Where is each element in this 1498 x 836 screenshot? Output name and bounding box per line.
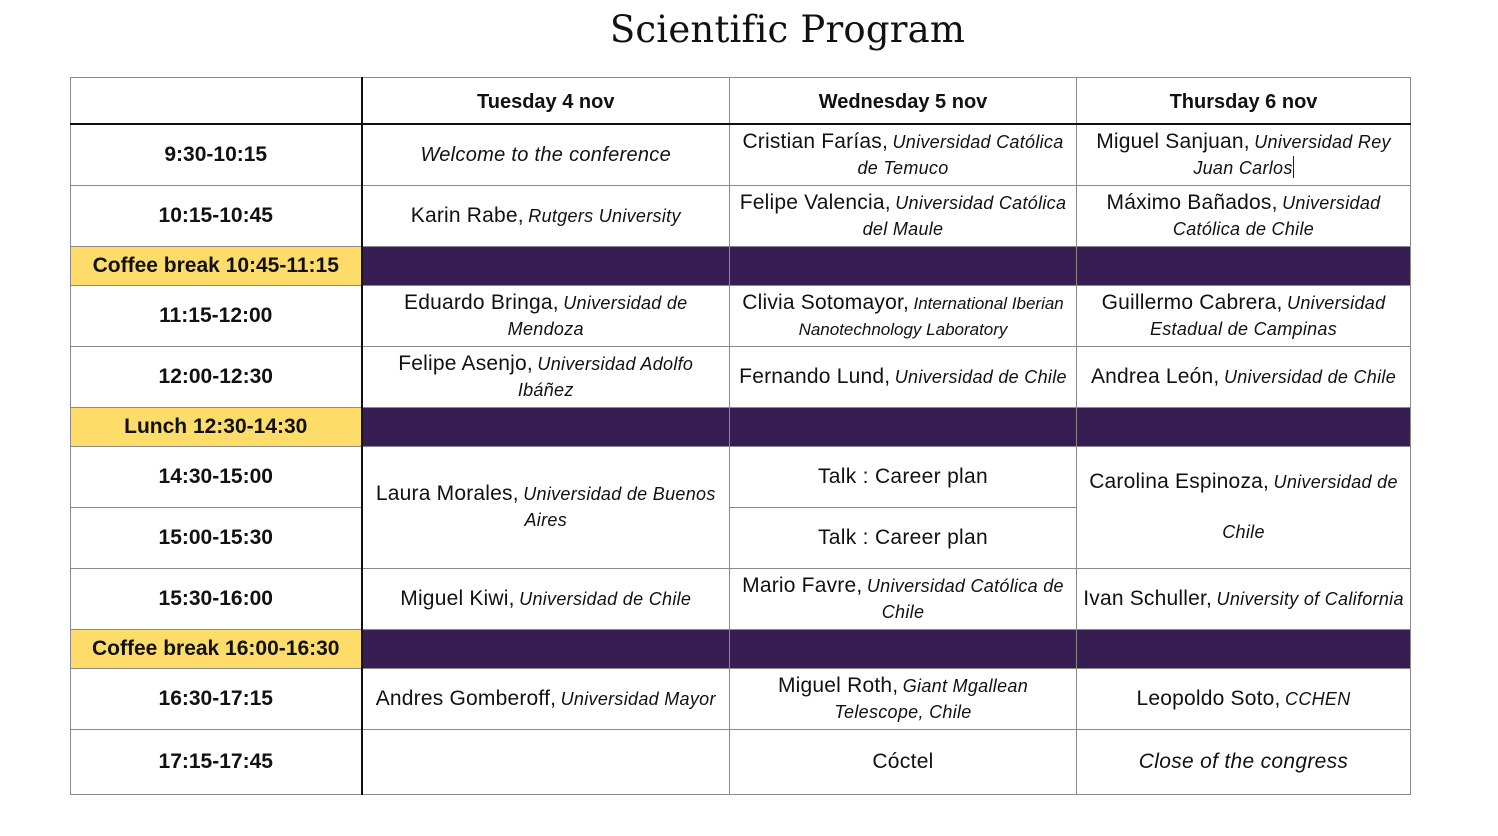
text-cursor: [1293, 156, 1294, 178]
speaker-affiliation: Universidad Católica del Maule: [862, 192, 1067, 239]
speaker-affiliation: Universidad Adolfo Ibáñez: [517, 353, 694, 400]
session-cell: [362, 569, 730, 630]
speaker-name: Karin Rabe,: [410, 203, 524, 227]
header-row: [71, 78, 1411, 125]
speaker-affiliation: Universidad Católica de Chile: [1172, 192, 1381, 239]
event-label: Close of the congress: [1138, 750, 1349, 773]
session-cell: [1077, 124, 1411, 186]
break-band: [730, 630, 1077, 669]
session-cell: [1077, 569, 1411, 630]
session-cell: [730, 669, 1077, 730]
session-cell: [730, 286, 1077, 347]
speaker-name: Andrea León,: [1090, 364, 1220, 388]
time-slot: 12:00-12:30: [71, 347, 362, 408]
session-cell: [730, 124, 1077, 186]
table-row: [71, 447, 1411, 508]
speaker-affiliation: Rutgers University: [528, 205, 681, 226]
corner-cell: [71, 78, 362, 125]
time-slot: 15:00-15:30: [71, 508, 362, 569]
break-band: [362, 247, 730, 286]
table-row: [71, 730, 1411, 795]
session-cell: [362, 447, 730, 569]
session-cell: [362, 124, 730, 186]
speaker-affiliation: Universidad Estadual de Campinas: [1149, 292, 1386, 339]
table-row: [71, 569, 1411, 630]
session-cell: [1077, 186, 1411, 247]
session-cell: [1077, 347, 1411, 408]
speaker-affiliation: Universidad de Mendoza: [507, 292, 688, 339]
speaker-affiliation: Universidad de Chile: [519, 588, 692, 609]
table-row: [71, 347, 1411, 408]
speaker-name: Mario Favre,: [742, 573, 863, 597]
speaker-affiliation: Universidad de Chile: [894, 366, 1067, 387]
session-cell: [362, 186, 730, 247]
session-cell: [1077, 669, 1411, 730]
speaker-name: Felipe Valencia,: [739, 190, 891, 214]
time-slot: 16:30-17:15: [71, 669, 362, 730]
speaker-affiliation: Universidad de Chile: [1222, 471, 1398, 542]
speaker-name: Miguel Kiwi,: [400, 586, 515, 610]
speaker-name: Clivia Sotomayor,: [742, 290, 910, 314]
session-cell: [730, 447, 1077, 508]
speaker-affiliation: Giant Mgallean Telescope, Chile: [834, 675, 1029, 722]
session-cell: [730, 347, 1077, 408]
speaker-name: Eduardo Bringa,: [403, 290, 559, 314]
session-cell: [1077, 447, 1411, 569]
program-table: [70, 77, 1411, 795]
break-band: [1077, 247, 1411, 286]
table-row: [71, 186, 1411, 247]
speaker-name: Máximo Bañados,: [1106, 190, 1278, 214]
break-row: [71, 408, 1411, 447]
speaker-affiliation: University of California: [1216, 588, 1404, 609]
time-slot: 10:15-10:45: [71, 186, 362, 247]
time-slot: 9:30-10:15: [71, 124, 362, 186]
time-slot: 11:15-12:00: [71, 286, 362, 347]
event-label: Talk : Career plan: [818, 465, 988, 488]
break-band: [730, 408, 1077, 447]
speaker-affiliation: Universidad Católica de Temuco: [857, 131, 1064, 178]
coffee-break-label: Coffee break 10:45-11:15: [71, 247, 362, 286]
break-band: [362, 408, 730, 447]
break-band: [362, 630, 730, 669]
speaker-name: Miguel Sanjuan,: [1096, 129, 1250, 153]
speaker-affiliation: Universidad Católica de Chile: [866, 575, 1064, 622]
table-row: [71, 124, 1411, 186]
session-cell: [362, 347, 730, 408]
coffee-break-label: Coffee break 16:00-16:30: [71, 630, 362, 669]
speaker-affiliation: Universidad Mayor: [560, 688, 716, 709]
speaker-name: Guillermo Cabrera,: [1101, 290, 1283, 314]
day-header-thursday: Thursday 6 nov: [1077, 78, 1411, 125]
event-label: Welcome to the conference: [420, 143, 672, 166]
session-cell: [730, 569, 1077, 630]
day-header-wednesday: Wednesday 5 nov: [730, 78, 1077, 125]
speaker-name: Laura Morales,: [375, 482, 519, 505]
table-row: [71, 669, 1411, 730]
table-row: [71, 286, 1411, 347]
session-cell: [1077, 730, 1411, 795]
speaker-name: Fernando Lund,: [739, 364, 891, 388]
session-cell: [730, 508, 1077, 569]
break-band: [730, 247, 1077, 286]
break-row: [71, 247, 1411, 286]
speaker-name: Cristian Farías,: [742, 129, 889, 153]
session-cell: [1077, 286, 1411, 347]
lunch-break-label: Lunch 12:30-14:30: [71, 408, 362, 447]
session-cell: [730, 186, 1077, 247]
break-band: [1077, 408, 1411, 447]
time-slot: 15:30-16:00: [71, 569, 362, 630]
session-cell: [362, 286, 730, 347]
time-slot: 17:15-17:45: [71, 730, 362, 795]
speaker-affiliation: Universidad Rey Juan Carlos: [1193, 131, 1391, 178]
event-label: Talk : Career plan: [818, 526, 988, 549]
session-cell: [730, 730, 1077, 795]
speaker-name: Carolina Espinoza,: [1089, 469, 1270, 493]
speaker-name: Andres Gomberoff,: [375, 686, 557, 710]
session-cell: [362, 730, 730, 795]
speaker-affiliation: Universidad de Chile: [1223, 366, 1397, 387]
speaker-name: Miguel Roth,: [777, 673, 899, 697]
speaker-affiliation: Universidad de Buenos Aires: [523, 484, 716, 530]
page-title: Scientific Program: [609, 8, 966, 51]
day-header-tuesday: Tuesday 4 nov: [362, 78, 730, 125]
event-label: Cóctel: [872, 750, 934, 773]
speaker-affiliation: CCHEN: [1285, 688, 1351, 709]
time-slot: 14:30-15:00: [71, 447, 362, 508]
speaker-name: Felipe Asenjo,: [398, 351, 533, 375]
session-cell: [362, 669, 730, 730]
speaker-name: Leopoldo Soto,: [1136, 686, 1281, 710]
break-band: [1077, 630, 1411, 669]
speaker-affiliation: International Iberian Nanotechnology Laboratory: [798, 293, 1064, 339]
break-row: [71, 630, 1411, 669]
speaker-name: Ivan Schuller,: [1083, 586, 1213, 610]
